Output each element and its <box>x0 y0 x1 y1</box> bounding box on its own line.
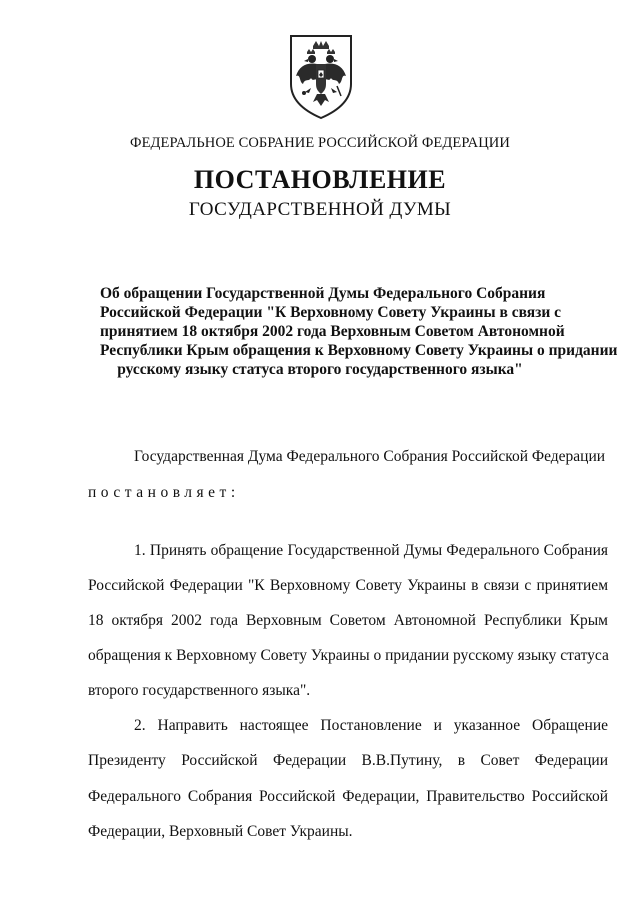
document-type: ПОСТАНОВЛЕНИЕ <box>193 165 447 194</box>
subject-line: принятием 18 октября 2002 года Верховным Советом Автономной <box>100 323 565 340</box>
item1-line: 1. Принять обращение Государственной Думы Федерального Собрания <box>134 542 608 559</box>
item1-line: 18 октября 2002 года Верховным Советом Автономной Республики Крым <box>88 612 608 629</box>
item1-line: второго государственного языка". <box>88 682 311 699</box>
document-subject <box>100 284 618 379</box>
subject-line: Российской Федерации "К Верховному Совету Украины в связи с <box>100 304 562 321</box>
item2-line: Федерации, Верховный Совет Украины. <box>88 823 353 840</box>
organization-name: ФЕДЕРАЛЬНОЕ СОБРАНИЕ РОССИЙСКОЙ ФЕДЕРАЦИИ <box>130 135 510 151</box>
item2-line: 2. Направить настоящее Постановление и указанное Обращение <box>134 717 608 734</box>
resolves-word: постановляет: <box>88 484 240 501</box>
subject-line: русскому языку статуса второго государственного языка" <box>117 361 523 378</box>
russian-coat-of-arms-icon <box>287 32 355 120</box>
preamble-line: Государственная Дума Федерального Собрания Российской Федерации <box>134 448 606 465</box>
subject-line: Республики Крым обращения к Верховному Совету Украины о придании <box>100 342 618 359</box>
item2-line: Президенту Российской Федерации В.В.Путину, в Совет Федерации <box>88 752 608 769</box>
subject-line: Об обращении Государственной Думы Федерального Собрания <box>100 285 546 302</box>
item1-line: Российской Федерации "К Верховному Совету Украины в связи с принятием <box>88 577 608 594</box>
item1-line: обращения к Верховному Совету Украины о придании русскому языку статуса <box>88 647 609 664</box>
issuer-name: ГОСУДАРСТВЕННОЙ ДУМЫ <box>188 199 452 220</box>
item2-line: Федерального Собрания Российской Федерации, Правительство Российской <box>88 788 608 805</box>
